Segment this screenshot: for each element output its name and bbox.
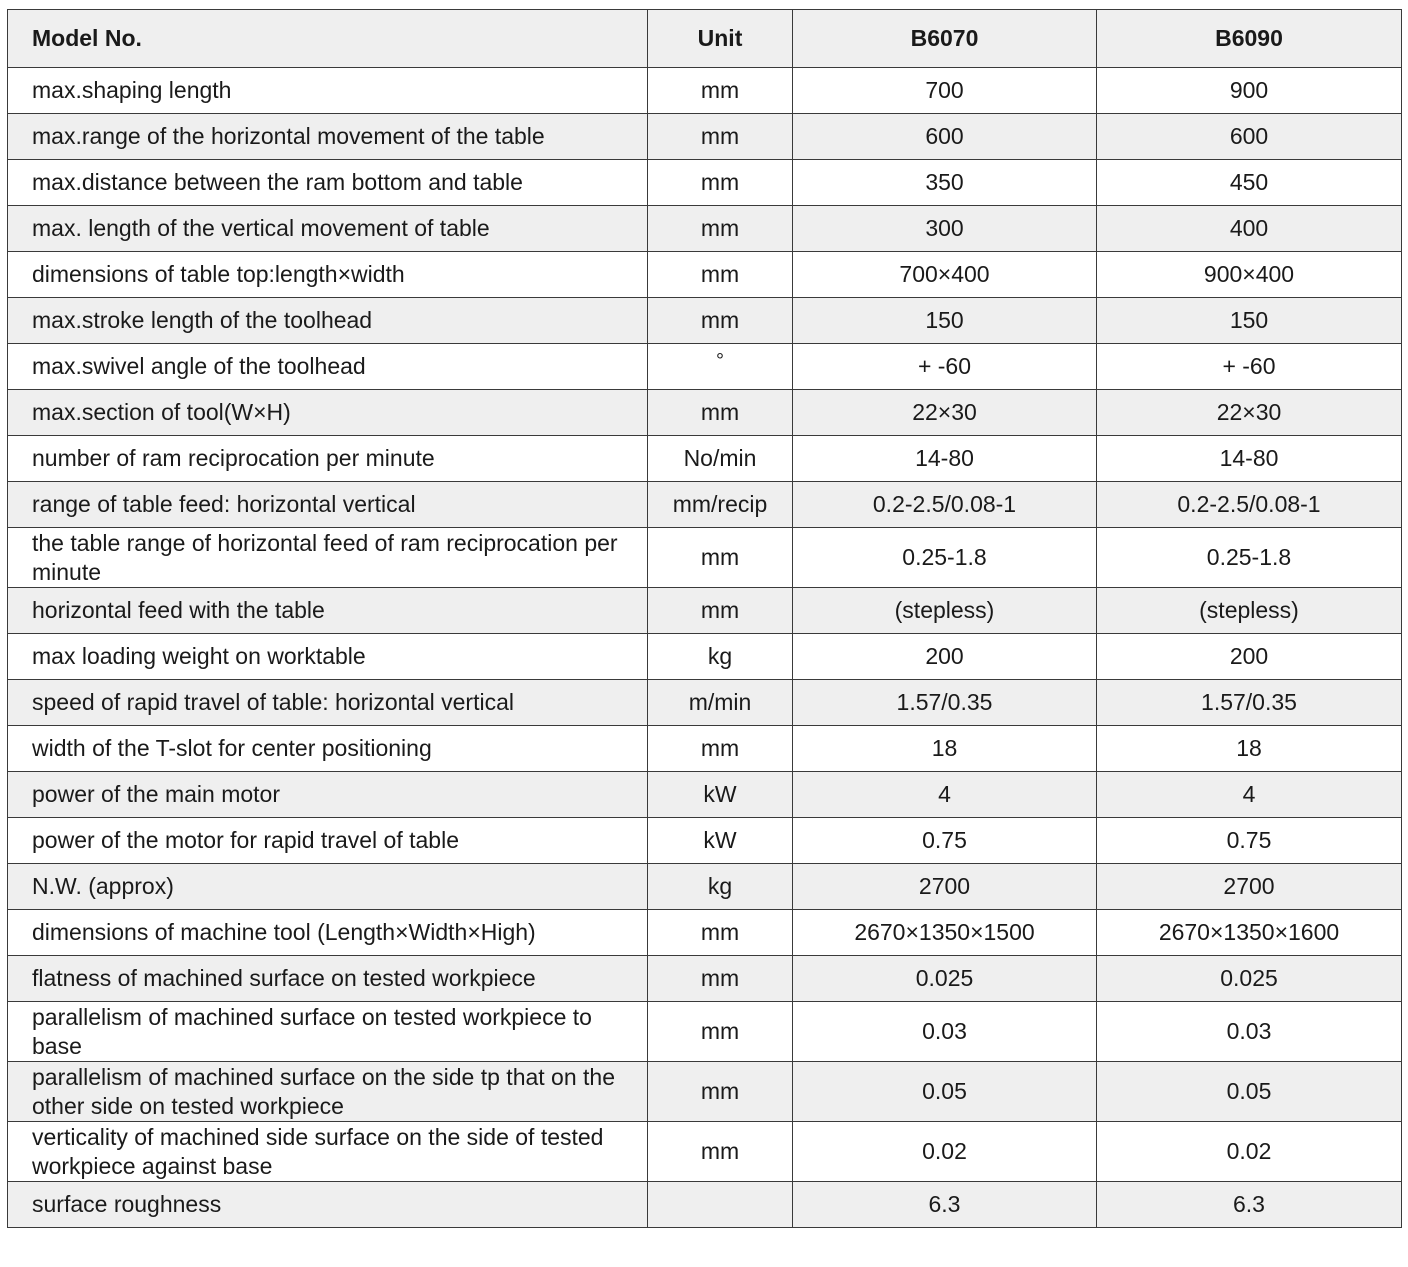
table-row (8, 528, 1402, 588)
value-b-cell: 2670×1350×1600 (1097, 910, 1402, 956)
value-b-cell: 6.3 (1097, 1182, 1402, 1228)
unit-cell: mm (648, 726, 793, 772)
param-cell: max.swivel angle of the toolhead (8, 344, 648, 390)
table-row (8, 956, 1402, 1002)
value-a-cell: 14-80 (793, 436, 1097, 482)
param-cell: speed of rapid travel of table: horizontal vertical (8, 680, 648, 726)
header-row (8, 10, 1402, 68)
value-a-cell: 200 (793, 634, 1097, 680)
table-row (8, 436, 1402, 482)
table-row (8, 114, 1402, 160)
param-cell: max loading weight on worktable (8, 634, 648, 680)
value-b-cell: 18 (1097, 726, 1402, 772)
unit-cell (648, 1182, 793, 1228)
table-row (8, 1062, 1402, 1122)
param-cell: number of ram reciprocation per minute (8, 436, 648, 482)
unit-cell: mm (648, 956, 793, 1002)
table-row (8, 818, 1402, 864)
value-b-cell: 4 (1097, 772, 1402, 818)
param-cell: dimensions of table top:length×width (8, 252, 648, 298)
param-cell: the table range of horizontal feed of ram reciprocation per minute (8, 528, 648, 588)
value-a-cell: 150 (793, 298, 1097, 344)
unit-cell: m/min (648, 680, 793, 726)
param-cell: power of the motor for rapid travel of table (8, 818, 648, 864)
unit-cell: mm (648, 206, 793, 252)
unit-cell: mm (648, 114, 793, 160)
value-a-cell: 0.05 (793, 1062, 1097, 1122)
value-b-cell: 0.025 (1097, 956, 1402, 1002)
table-row (8, 1122, 1402, 1182)
param-cell: dimensions of machine tool (Length×Width×High) (8, 910, 648, 956)
value-a-cell: 22×30 (793, 390, 1097, 436)
unit-cell: mm (648, 68, 793, 114)
value-a-cell: 1.57/0.35 (793, 680, 1097, 726)
param-cell: max.distance between the ram bottom and table (8, 160, 648, 206)
value-b-cell: 900×400 (1097, 252, 1402, 298)
value-b-cell: 0.02 (1097, 1122, 1402, 1182)
value-a-cell: 700×400 (793, 252, 1097, 298)
value-a-cell: 600 (793, 114, 1097, 160)
unit-cell: kW (648, 772, 793, 818)
value-b-cell: 0.75 (1097, 818, 1402, 864)
param-cell: max.range of the horizontal movement of the table (8, 114, 648, 160)
header-model-b: B6090 (1097, 10, 1402, 68)
value-a-cell: 0.75 (793, 818, 1097, 864)
table-row (8, 252, 1402, 298)
param-cell: surface roughness (8, 1182, 648, 1228)
table-row (8, 344, 1402, 390)
table-row (8, 1002, 1402, 1062)
value-b-cell: 14-80 (1097, 436, 1402, 482)
param-cell: max. length of the vertical movement of table (8, 206, 648, 252)
unit-cell: mm/recip (648, 482, 793, 528)
value-b-cell: 0.05 (1097, 1062, 1402, 1122)
header-model: Model No. (8, 10, 648, 68)
table-row (8, 68, 1402, 114)
param-cell: parallelism of machined surface on the side tp that on the other side on tested workpiece (8, 1062, 648, 1122)
value-a-cell: 0.03 (793, 1002, 1097, 1062)
value-a-cell: 0.025 (793, 956, 1097, 1002)
value-b-cell: 0.25-1.8 (1097, 528, 1402, 588)
param-cell: width of the T-slot for center positioning (8, 726, 648, 772)
value-b-cell: 22×30 (1097, 390, 1402, 436)
header-model-a: B6070 (793, 10, 1097, 68)
value-b-cell: 150 (1097, 298, 1402, 344)
param-cell: horizontal feed with the table (8, 588, 648, 634)
param-cell: max.shaping length (8, 68, 648, 114)
value-b-cell: 450 (1097, 160, 1402, 206)
value-a-cell: 6.3 (793, 1182, 1097, 1228)
table-row (8, 726, 1402, 772)
param-cell: N.W. (approx) (8, 864, 648, 910)
value-b-cell: + -60 (1097, 344, 1402, 390)
table-row (8, 634, 1402, 680)
value-a-cell: 2670×1350×1500 (793, 910, 1097, 956)
table-row (8, 864, 1402, 910)
table-row (8, 772, 1402, 818)
unit-cell: No/min (648, 436, 793, 482)
value-a-cell: (stepless) (793, 588, 1097, 634)
value-b-cell: 1.57/0.35 (1097, 680, 1402, 726)
unit-cell: mm (648, 252, 793, 298)
value-a-cell: 0.2-2.5/0.08-1 (793, 482, 1097, 528)
spec-table (7, 9, 1402, 1228)
table-row (8, 298, 1402, 344)
value-a-cell: 700 (793, 68, 1097, 114)
param-cell: max.stroke length of the toolhead (8, 298, 648, 344)
unit-cell: mm (648, 390, 793, 436)
table-row (8, 680, 1402, 726)
unit-cell: mm (648, 160, 793, 206)
degree-symbol: ° (716, 350, 724, 372)
unit-cell: mm (648, 910, 793, 956)
unit-cell: kg (648, 634, 793, 680)
value-a-cell: 0.25-1.8 (793, 528, 1097, 588)
value-a-cell: 4 (793, 772, 1097, 818)
unit-cell: kg (648, 864, 793, 910)
table-row (8, 588, 1402, 634)
value-b-cell: 600 (1097, 114, 1402, 160)
table-row (8, 1182, 1402, 1228)
unit-cell: kW (648, 818, 793, 864)
table-row (8, 482, 1402, 528)
param-cell: verticality of machined side surface on the side of tested workpiece against base (8, 1122, 648, 1182)
param-cell: flatness of machined surface on tested workpiece (8, 956, 648, 1002)
param-cell: power of the main motor (8, 772, 648, 818)
value-b-cell: 400 (1097, 206, 1402, 252)
unit-cell: mm (648, 298, 793, 344)
value-b-cell: (stepless) (1097, 588, 1402, 634)
header-unit: Unit (648, 10, 793, 68)
unit-cell (648, 344, 793, 390)
table-row (8, 910, 1402, 956)
value-b-cell: 200 (1097, 634, 1402, 680)
value-a-cell: 2700 (793, 864, 1097, 910)
value-a-cell: 350 (793, 160, 1097, 206)
unit-cell: mm (648, 1122, 793, 1182)
unit-cell: mm (648, 588, 793, 634)
value-b-cell: 0.2-2.5/0.08-1 (1097, 482, 1402, 528)
unit-cell: mm (648, 528, 793, 588)
value-a-cell: + -60 (793, 344, 1097, 390)
table-row (8, 390, 1402, 436)
value-b-cell: 2700 (1097, 864, 1402, 910)
table-row (8, 160, 1402, 206)
table-row (8, 206, 1402, 252)
value-a-cell: 0.02 (793, 1122, 1097, 1182)
param-cell: max.section of tool(W×H) (8, 390, 648, 436)
unit-cell: mm (648, 1062, 793, 1122)
unit-cell: mm (648, 1002, 793, 1062)
param-cell: range of table feed: horizontal vertical (8, 482, 648, 528)
param-cell: parallelism of machined surface on tested workpiece to base (8, 1002, 648, 1062)
value-a-cell: 300 (793, 206, 1097, 252)
value-b-cell: 900 (1097, 68, 1402, 114)
value-a-cell: 18 (793, 726, 1097, 772)
value-b-cell: 0.03 (1097, 1002, 1402, 1062)
